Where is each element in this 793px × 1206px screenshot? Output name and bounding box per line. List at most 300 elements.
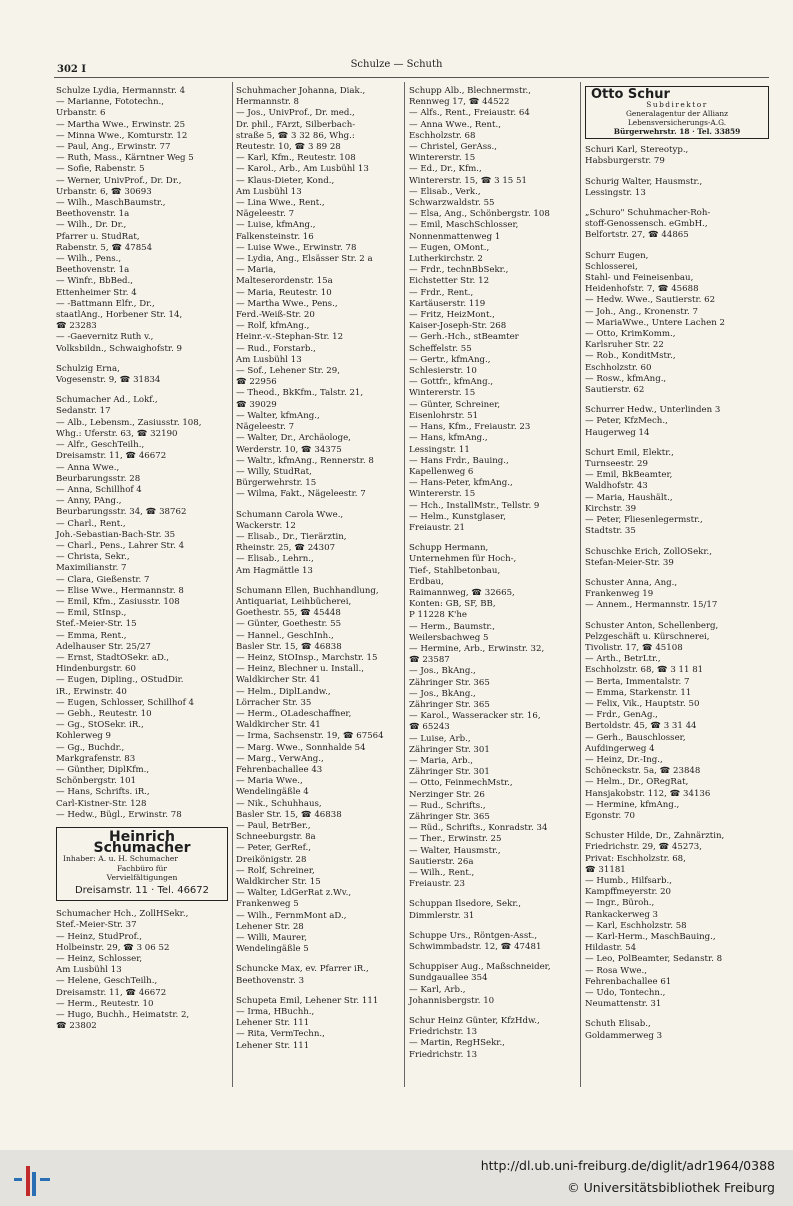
directory-entry: Bürgerwehrstr. 15 — [236, 478, 317, 489]
directory-entry: Vogesenstr. 9, ☎ 31834 — [56, 375, 161, 386]
directory-entry: — Eugen, Schlosser, Schillhof 4 — [56, 697, 194, 708]
ad-service-line: Lebensversicherungs-A.G. — [627, 118, 727, 128]
directory-entry: — Walter, Hausmstr., — [409, 845, 501, 856]
entry-spacer — [56, 355, 228, 364]
directory-entry: — Anny, PAng., — [56, 496, 122, 507]
directory-entry: Hansjakobstr. 112, ☎ 34136 — [585, 788, 711, 799]
directory-entry: Dimmlerstr. 31 — [409, 910, 475, 921]
directory-entry: — Hans, Schrifts. iR., — [56, 787, 150, 798]
directory-entry: Werderstr. 10, ☎ 34375 — [236, 444, 342, 455]
university-library-logo-icon — [12, 1160, 52, 1200]
directory-entry: Schuth Elisab., — [585, 1019, 651, 1030]
directory-entry: Beurbarungsstr. 34, ☎ 38762 — [56, 507, 187, 518]
directory-entry: — Hch., InstallMstr., Tellstr. 9 — [409, 500, 540, 511]
directory-entry: — Irma, HBuchh., — [236, 1007, 315, 1018]
directory-entry: — Gerh.-Hch., stBeamter — [409, 332, 519, 343]
directory-entry: — Irma, Sachsenstr. 19, ☎ 67564 — [236, 731, 384, 742]
directory-entry: — Luise Wwe., Erwinstr. 78 — [236, 242, 357, 253]
directory-entry: — Fritz, HeizMont., — [409, 310, 495, 321]
directory-entry: Wintererstr. 15 — [409, 489, 476, 500]
ad-contact-line: Bürgerwehrstr. 18 · Tel. 33859 — [613, 127, 741, 137]
entry-spacer — [585, 538, 769, 547]
directory-entry: Zähringer Str. 365 — [409, 812, 490, 822]
directory-entry: — Heinz, Schlosser, — [56, 953, 143, 964]
directory-entry: — Elise Wwe., Hermannstr. 8 — [56, 585, 184, 596]
directory-entry: Heidenhofstr. 7, ☎ 45688 — [585, 284, 699, 295]
running-title: Schulze — Schuth — [350, 59, 443, 70]
directory-entry: — Heinz, Dr.-Ing., — [585, 754, 663, 765]
directory-entry: Habsburgerstr. 79 — [585, 156, 665, 167]
entry-spacer — [236, 955, 402, 964]
ad-title-line: Subdirektor — [646, 100, 708, 110]
directory-entry: Maximilianstr. 7 — [56, 563, 127, 574]
page-number: 302 I — [57, 64, 87, 75]
directory-entry: Adelhauser Str. 25/27 — [56, 641, 151, 652]
directory-entry: Ettenheimer Str. 4 — [56, 287, 137, 298]
directory-entry: — Nik., Schuhhaus, — [236, 798, 322, 809]
viewer-footer — [0, 1150, 793, 1206]
directory-entry: Schönbergstr. 101 — [56, 776, 137, 787]
directory-entry: Frankenweg 19 — [585, 589, 654, 600]
directory-entry: Friedrichstr. 13 — [409, 1027, 478, 1038]
directory-entry: Schuppe Urs., Röntgen-Asst., — [409, 930, 538, 941]
directory-entry: Waldkircher Str. 41 — [236, 720, 321, 731]
directory-entry: — Karl, Eschholzstr. 58 — [585, 920, 687, 931]
directory-entry: Stef.-Meier-Str. 37 — [56, 920, 137, 931]
directory-entry: Kampffmeyerstr. 20 — [585, 887, 672, 898]
ad-company-name: Otto Schur — [591, 87, 670, 102]
directory-entry: Karlsruher Str. 22 — [585, 340, 664, 351]
directory-entry: Hermannstr. 8 — [236, 97, 299, 108]
directory-entry: — Helm., Kunstglaser, — [409, 511, 506, 522]
directory-entry: — Gg., StOSekr. iR., — [56, 720, 144, 731]
directory-entry: Schumacher Hch., ZollHSekr., — [56, 909, 189, 920]
directory-entry: Lörracher Str. 35 — [236, 697, 312, 708]
directory-entry: Schumann Carola Wwe., — [236, 509, 344, 520]
directory-entry: Schuri Karl, Stereotyp., — [585, 145, 689, 156]
directory-entry: Friedrichstr. 13 — [409, 1049, 478, 1060]
directory-entry: — Helm., DiplLandw., — [236, 686, 331, 697]
directory-entry: Schlesierstr. 10 — [409, 366, 477, 377]
column-1 — [56, 86, 228, 1032]
directory-entry: — Emil, Kfm., Zasiusstr. 108 — [56, 596, 180, 607]
directory-entry: — Rolf, Schreiner, — [236, 865, 315, 876]
directory-entry: Zähringer Str. 365 — [409, 699, 490, 710]
entry-spacer — [585, 612, 769, 621]
directory-entry: — Hans, Kfm., Freiaustr. 23 — [409, 422, 531, 433]
directory-entry: — Elisab., Lehrn., — [236, 554, 314, 565]
directory-entry: — Waltr., kfmAng., Rennerstr. 8 — [236, 455, 374, 466]
directory-entry: — Winfr., BbBed., — [56, 276, 134, 287]
directory-entry: — Anna Wwe., Rent., — [409, 119, 501, 130]
directory-entry: — Günter, Schreiner, — [409, 399, 501, 410]
directory-entry: Aufdingerweg 4 — [585, 743, 655, 754]
directory-entry: — Heinz, StudProf., — [56, 931, 142, 942]
directory-entry: — Eugen, OMont., — [409, 242, 490, 253]
directory-entry: — Ingr., Büroh., — [585, 898, 655, 909]
directory-entry: Goethestr. 55, ☎ 45448 — [236, 608, 341, 619]
directory-entry: Am Lusbühl 13 — [56, 965, 122, 976]
directory-entry: Lessingstr. 11 — [409, 444, 470, 455]
directory-entry: Zähringer Str. 365 — [409, 677, 490, 688]
directory-entry: — Emma, Rent., — [56, 630, 127, 641]
directory-entry: — Paul, BetrBer., — [236, 821, 311, 831]
directory-entry: — Otto, KrimKomm., — [585, 329, 676, 340]
directory-entry: — -Gaevernitz Ruth v., — [56, 332, 154, 343]
directory-entry: — Karl, Arb., — [409, 984, 466, 995]
directory-entry: Basler Str. 15, ☎ 46838 — [236, 809, 342, 820]
directory-entry: Dreisamstr. 11, ☎ 46672 — [56, 451, 167, 462]
directory-entry: Pfarrer u. StudRat, — [56, 231, 140, 242]
directory-entry: Wackerstr. 12 — [236, 520, 296, 531]
directory-entry: — Hans-Peter, kfmAng., — [409, 478, 513, 489]
directory-entry: — Minna Wwe., Komturstr. 12 — [56, 130, 188, 141]
directory-entry: Schumann Ellen, Buchhandlung, — [236, 585, 379, 596]
directory-entry: — Gerh., Bauschlosser, — [585, 732, 686, 743]
directory-entry: — Wilh., Pens., — [56, 254, 122, 265]
directory-entry: — Clara, Gießenstr. 7 — [56, 574, 150, 585]
directory-entry: ☎ 23802 — [56, 1021, 97, 1032]
entry-spacer — [585, 569, 769, 578]
directory-entry: — Martha Wwe., Erwinstr. 25 — [56, 119, 186, 130]
directory-entry: — Anna Wwe., — [56, 462, 120, 473]
directory-entry: Unternehmen für Hoch-, — [409, 554, 517, 565]
column-1-entries — [56, 86, 228, 821]
directory-entry: Fehrenbachallee 43 — [236, 764, 323, 775]
directory-entry: — Rosw., kfmAng., — [585, 373, 667, 384]
directory-entry: Privat: Eschholzstr. 68, — [585, 853, 686, 864]
entry-spacer — [236, 501, 402, 510]
directory-entry: Am Hagmättle 13 — [236, 565, 313, 576]
directory-entry: — Wilh., Rent., — [409, 868, 475, 879]
directory-entry: Kapellenweg 6 — [409, 466, 474, 477]
advertisement-schumacher — [56, 827, 228, 901]
directory-entry: Nägeleestr. 7 — [236, 422, 295, 433]
directory-entry: — Walter, kfmAng., — [236, 410, 320, 421]
directory-entry: ☎ 23283 — [56, 321, 97, 332]
directory-entry: Wintererstr. 15 — [409, 388, 476, 399]
directory-entry: — Alfs., Rent., Freiaustr. 64 — [409, 108, 530, 119]
directory-entry: Stahl- und Feineisenbau, — [585, 273, 694, 284]
directory-entry: Kartäuserstr. 119 — [409, 298, 486, 309]
ad-service-line: Vervielfältigungen — [106, 873, 178, 883]
directory-entry: Sautierstr. 62 — [585, 385, 645, 396]
directory-entry: — Leo, PolBeamter, Sedanstr. 8 — [585, 954, 723, 965]
directory-entry: Basler Str. 15, ☎ 46838 — [236, 641, 342, 652]
directory-entry: — Alb., Lebensm., Zasiusstr. 108, — [56, 417, 202, 428]
directory-entry: — Gertr., kfmAng., — [409, 354, 491, 365]
directory-entry: — Jos., UnivProf., Dr. med., — [236, 108, 355, 119]
directory-entry: — Jos., BkAng., — [409, 666, 476, 677]
column-2 — [236, 86, 402, 1052]
directory-entry: Waldhofstr. 43 — [585, 481, 648, 492]
directory-entry: Frankenweg 5 — [236, 899, 299, 910]
directory-entry: Freiaustr. 21 — [409, 522, 465, 533]
directory-entry: Antiquariat, Leihbücherei, — [236, 596, 352, 607]
directory-entry: Schuster Anton, Schellenberg, — [585, 620, 719, 631]
directory-entry: Beethovenstr. 1a — [56, 209, 130, 220]
directory-entry: Schuppan Ilsedore, Sekr., — [409, 899, 521, 910]
entry-spacer — [585, 822, 769, 831]
directory-entry: Urbanstr. 6, ☎ 30693 — [56, 186, 152, 197]
directory-entry: — Anna, Schillhof 4 — [56, 484, 142, 495]
directory-entry: Sautierstr. 26a — [409, 856, 474, 867]
directory-entry: Johannisbergstr. 10 — [409, 995, 495, 1006]
directory-entry: Schwimmbadstr. 12, ☎ 47481 — [409, 942, 542, 953]
directory-entry: — Ed., Dr., Kfm., — [409, 164, 482, 175]
directory-entry: Volksbildn., Schwaighofstr. 9 — [56, 343, 182, 354]
directory-entry: — Willi, Maurer, — [236, 933, 308, 944]
directory-entry: P 11228 K'he — [409, 610, 467, 621]
ad-company-name: Heinrich Schumacher — [93, 829, 191, 857]
ad-service-line: Generalagentur der Allianz — [625, 109, 729, 119]
directory-entry: Joh.-Sebastian-Bach-Str. 35 — [56, 529, 176, 540]
directory-entry: Tivolistr. 17, ☎ 45108 — [585, 642, 683, 653]
directory-entry: Schuster Hilde, Dr., Zahnärztin, — [585, 831, 725, 842]
directory-entry: Markgrafenstr. 83 — [56, 753, 136, 764]
copyright-notice: © Universitätsbibliothek Freiburg — [567, 1180, 775, 1195]
directory-entry: Eschholzstr. 68 — [409, 130, 476, 141]
directory-entry: — Marg. Wwe., Sonnhalde 54 — [236, 742, 366, 753]
directory-entry: Sedanstr. 17 — [56, 406, 111, 417]
directory-entry: Lutherkirchstr. 2 — [409, 254, 483, 265]
directory-entry: stoff-Genossensch. eGmbH., — [585, 219, 708, 230]
directory-entry: Freiaustr. 23 — [409, 879, 465, 890]
directory-entry: — Maria, — [236, 265, 276, 276]
directory-entry: — Luise, Arb., — [409, 733, 471, 744]
entry-spacer — [409, 953, 577, 962]
directory-entry: — Helm., Dr., ORegRat, — [585, 777, 689, 788]
directory-entry: — Rob., KonditMstr., — [585, 351, 676, 362]
directory-entry: Schuhmacher Johanna, Diak., — [236, 86, 366, 96]
header-rule — [54, 77, 769, 78]
column-4 — [585, 86, 769, 1042]
ad-service-line: Fachbüro für — [116, 863, 168, 873]
directory-entry: Reutestr. 10, ☎ 3 89 28 — [236, 142, 341, 153]
directory-entry: — Emil, StInsp., — [56, 608, 127, 619]
directory-entry: — Gottfr., kfmAng., — [409, 377, 494, 388]
permalink-url[interactable]: http://dl.ub.uni-freiburg.de/diglit/adr1964/0388 — [480, 1158, 775, 1173]
directory-entry: — Charl., Rent., — [56, 518, 126, 529]
directory-entry: — Sof., Lehener Str. 29, — [236, 366, 340, 377]
directory-entry: — Karol., Wasseracker str. 16, — [409, 711, 541, 722]
ad-owner-line: Inhaber: A. u. H. Schumacher — [63, 854, 178, 864]
directory-entry: Dreisamstr. 11, ☎ 46672 — [56, 987, 167, 998]
directory-entry: Goldammerweg 3 — [585, 1030, 663, 1041]
directory-entry: — Herm., OLadeschaffner, — [236, 708, 352, 719]
directory-entry: Wintererstr. 15, ☎ 3 15 51 — [409, 175, 527, 186]
directory-entry: Pelzgeschäft u. Kürschnerei, — [585, 631, 710, 642]
column-divider — [232, 82, 233, 1087]
directory-entry: Schwarzwaldstr. 55 — [409, 198, 495, 209]
directory-entry: — Eugen, Dipling., OStudDir. — [56, 675, 184, 686]
directory-entry: Rabenstr. 5, ☎ 47854 — [56, 242, 153, 253]
directory-entry: — Luise, kfmAng., — [236, 220, 316, 231]
directory-entry: Schuschke Erich, ZollOSekr., — [585, 546, 712, 557]
directory-entry: Am Lusbühl 13 — [236, 354, 302, 365]
directory-entry: Eschholzstr. 60 — [585, 362, 652, 373]
directory-entry: — Ruth, Mass., Kärntner Weg 5 — [56, 153, 194, 164]
directory-entry: — Wilma, Fakt., Nägeleestr. 7 — [236, 489, 366, 500]
directory-entry: — Udo, Tontechn., — [585, 988, 666, 999]
entry-spacer — [585, 1010, 769, 1019]
directory-entry: Schurr Eugen, — [585, 250, 649, 261]
directory-entry: Schuncke Max, ev. Pfarrer iR., — [236, 964, 369, 975]
directory-entry: Schneeburgstr. 8a — [236, 832, 316, 843]
directory-entry: Belfortstr. 27, ☎ 44865 — [585, 230, 689, 241]
directory-entry: — Hermine, kfmAng., — [585, 799, 680, 810]
entry-spacer — [56, 386, 228, 395]
directory-entry: — Herm., Baumstr., — [409, 621, 495, 632]
entry-spacer — [236, 577, 402, 586]
directory-entry: — Peter, KfzMech., — [585, 416, 668, 427]
directory-entry: — Hugo, Buchh., Heimatstr. 2, — [56, 1009, 190, 1020]
directory-entry: — Walter, LdGerRat z.Wv., — [236, 888, 352, 899]
directory-entry: Schupp Alb., Blechnermstr., — [409, 86, 532, 96]
directory-entry: — Herm., Reutestr. 10 — [56, 998, 154, 1009]
directory-entry: — Emma, Starkenstr. 11 — [585, 687, 692, 698]
directory-entry: — Lina Wwe., Rent., — [236, 198, 325, 209]
entry-spacer — [585, 199, 769, 208]
column-3 — [409, 86, 577, 1061]
directory-entry: Zähringer Str. 301 — [409, 744, 490, 755]
directory-entry: — Joh., Ang., Kronenstr. 7 — [585, 306, 698, 317]
directory-entry: Scheffelstr. 55 — [409, 343, 472, 354]
entry-spacer — [585, 242, 769, 251]
directory-entry: — Rüd., Schrifts., Konradstr. 34 — [409, 823, 548, 834]
directory-entry: Malteserordenstr. 15a — [236, 276, 333, 287]
directory-entry: — Peter, GerRef., — [236, 843, 311, 854]
directory-entry: Schuppiser Aug., Maßschneider, — [409, 962, 551, 973]
directory-entry: — Rosa Wwe., — [585, 965, 647, 976]
column-2-entries — [236, 86, 402, 1052]
directory-entry: Waldkircher Str. 41 — [236, 675, 321, 686]
directory-entry: — Maria Wwe., — [236, 776, 303, 787]
advertisement-schur — [585, 86, 769, 139]
directory-entry: — Elisab., Verk., — [409, 186, 481, 197]
directory-entry: — Jos., BkAng., — [409, 688, 476, 699]
directory-entry: Rheinstr. 25, ☎ 24307 — [236, 543, 336, 554]
directory-entry: iR., Erwinstr. 40 — [56, 686, 127, 697]
directory-entry: — Sofie, Rabenstr. 5 — [56, 164, 145, 175]
directory-entry: — Christa, Sekr., — [56, 552, 130, 563]
directory-entry: staatlAng., Horbener Str. 14, — [56, 310, 183, 321]
entry-spacer — [409, 534, 577, 543]
directory-entry: Lehener Str. 111 — [236, 1040, 310, 1051]
directory-entry: — Heinz, Blechner u. Install., — [236, 664, 365, 675]
directory-entry: Stef.-Meier-Str. 15 — [56, 619, 137, 630]
directory-entry: — Paul, Ang., Erwinstr. 77 — [56, 142, 171, 153]
directory-entry: — Frdr., GenAg., — [585, 710, 658, 721]
entry-spacer — [409, 890, 577, 899]
directory-entry: — Elisab., Dr., Tierärztin, — [236, 531, 347, 542]
directory-entry: — Frdr., Rent., — [409, 287, 474, 298]
directory-entry: — Klaus-Dieter, Kond., — [236, 175, 335, 186]
directory-entry: Am Lusbühl 13 — [236, 186, 302, 197]
directory-entry: Stefan-Meier-Str. 39 — [585, 557, 674, 568]
directory-entry: — Ther., Erwinstr. 25 — [409, 834, 502, 845]
directory-entry: — Hedw., Bügl., Erwinstr. 78 — [56, 809, 182, 820]
directory-entry: Zähringer Str. 301 — [409, 767, 490, 778]
directory-entry: Erdbau, — [409, 576, 444, 587]
directory-entry: — Humb., Hilfsarb., — [585, 875, 672, 886]
directory-entry: Egonstr. 70 — [585, 810, 635, 821]
directory-entry: Friedrichstr. 29, ☎ 45273, — [585, 842, 703, 853]
directory-entry: Waldkircher Str. 15 — [236, 877, 321, 888]
directory-entry: — Werner, UnivProf., Dr. Dr., — [56, 175, 182, 186]
directory-entry: ☎ 31181 — [585, 864, 626, 875]
directory-entry: Carl-Kistner-Str. 128 — [56, 798, 147, 809]
entry-spacer — [585, 168, 769, 177]
directory-entry: Stadtstr. 35 — [585, 526, 636, 537]
directory-entry: Eichstetter Str. 12 — [409, 276, 490, 287]
directory-entry: Nerzinger Str. 26 — [409, 789, 485, 800]
directory-entry: ☎ 22956 — [236, 377, 277, 388]
directory-entry: — Heinz, StOInsp., Marchstr. 15 — [236, 652, 378, 663]
directory-entry: ☎ 23587 — [409, 655, 450, 666]
directory-entry: — Emil, BkBeamter, — [585, 470, 673, 481]
directory-entry: — Helene, GeschTeilh., — [56, 976, 158, 987]
directory-entry: Dr. phil., FArzt, Silberbach- — [236, 119, 356, 130]
directory-entry: Rankackerweg 3 — [585, 909, 659, 920]
directory-entry: Nägeleestr. 7 — [236, 209, 295, 220]
directory-entry: Turnseestr. 29 — [585, 459, 648, 470]
directory-entry: — Martin, RegHSekr., — [409, 1038, 505, 1049]
directory-entry: Weilersbachweg 5 — [409, 632, 489, 643]
directory-entry: — Karl, Kfm., Reutestr. 108 — [236, 153, 356, 164]
directory-entry: — Maria, Reutestr. 10 — [236, 287, 332, 298]
directory-entry: Rennweg 17, ☎ 44522 — [409, 97, 510, 108]
directory-entry: Schöneckstr. 5a, ☎ 23848 — [585, 766, 701, 777]
directory-entry: Whg.: Uferstr. 63, ☎ 32190 — [56, 428, 178, 439]
directory-entry: Schumacher Ad., Lokf., — [56, 395, 158, 406]
directory-entry: Konten: GB, SF, BB, — [409, 599, 496, 610]
directory-entry: Schuster Anna, Ang., — [585, 577, 678, 588]
column-divider — [404, 82, 405, 1087]
column-4-entries — [585, 145, 769, 1042]
directory-entry: Raimannweg, ☎ 32665, — [409, 587, 515, 598]
directory-entry: Schupeta Emil, Lehener Str. 111 — [236, 995, 379, 1006]
directory-entry: — Otto, FeinmechMstr., — [409, 778, 513, 789]
column-1-entries-continued — [56, 909, 228, 1032]
directory-entry: — MariaWwe., Untere Lachen 2 — [585, 317, 725, 328]
directory-entry: „Schuro" Schuhmacher-Roh- — [585, 208, 711, 219]
directory-entry: — Willy, StudRat, — [236, 466, 312, 477]
entry-spacer — [585, 439, 769, 448]
directory-entry: Beethovenstr. 1a — [56, 265, 130, 276]
directory-entry: Urbanstr. 6 — [56, 108, 106, 119]
directory-entry: Beurbarungsstr. 28 — [56, 473, 141, 484]
directory-entry: Wendelingäßle 5 — [236, 944, 309, 955]
directory-entry: — Rita, VermTechn., — [236, 1029, 325, 1040]
directory-entry: — Martha Wwe., Pens., — [236, 298, 338, 309]
directory-entry: Haugerweg 14 — [585, 427, 650, 438]
directory-entry: Schupp Hermann, — [409, 543, 489, 554]
directory-entry: Lessingstr. 13 — [585, 187, 646, 198]
directory-entry: — Arth., BetrLtr., — [585, 654, 661, 665]
directory-entry: — Karol., Arb., Am Lusbühl 13 — [236, 164, 369, 175]
directory-entry: — Günter, Goethestr. 55 — [236, 619, 342, 630]
directory-entry: Eisenlohrstr. 51 — [409, 410, 479, 421]
directory-entry: — -Battmann Elfr., Dr., — [56, 298, 155, 309]
directory-entry: Hindenburgstr. 60 — [56, 664, 136, 675]
directory-entry: Holbeinstr. 29, ☎ 3 06 52 — [56, 942, 170, 953]
directory-entry: Eschholzstr. 68, ☎ 3 11 81 — [585, 665, 704, 676]
directory-entry: — Theod., BkKfm., Talstr. 21, — [236, 388, 364, 399]
directory-entry: ☎ 65243 — [409, 722, 450, 733]
directory-entry: Schurig Walter, Hausmstr., — [585, 176, 703, 187]
directory-entry: — Frdr., technBbSekr., — [409, 265, 509, 276]
